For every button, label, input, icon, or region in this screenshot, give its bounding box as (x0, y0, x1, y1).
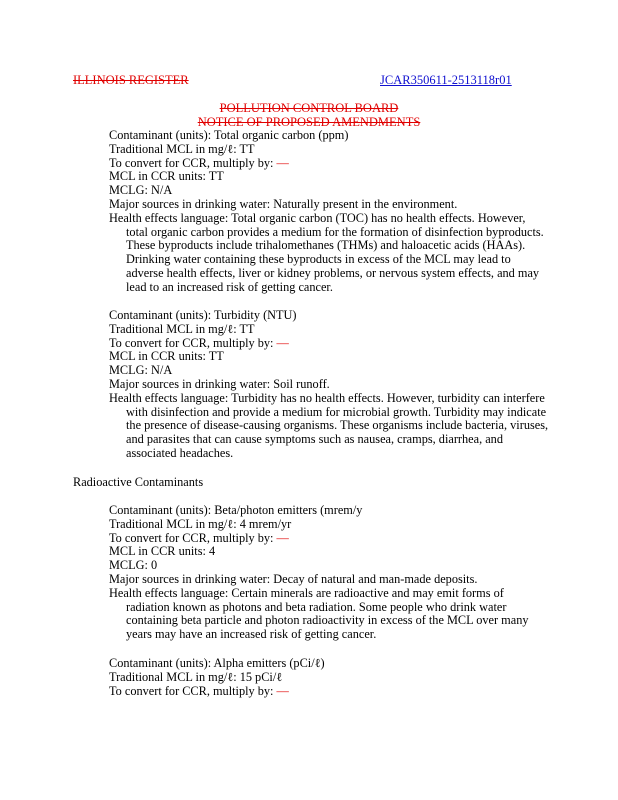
turbidity-traditional-mcl: Traditional MCL in mg/ℓ: TT (109, 321, 255, 336)
alpha-contaminant: Contaminant (units): Alpha emitters (pCi/ℓ) (109, 656, 325, 670)
alpha-entry (109, 657, 599, 698)
beta-health-line: years may have an increased risk of getting cancer. (126, 627, 377, 642)
toc-health-line: Drinking water containing these byproducts in excess of the MCL may lead to (126, 252, 511, 267)
toc-entry (109, 129, 599, 295)
notice-title: NOTICE OF PROPOSED AMENDMENTS (197, 115, 421, 129)
toc-contaminant: Contaminant (units): Total organic carbon (ppm) (109, 128, 349, 142)
beta-sources: Major sources in drinking water: Decay of natural and man-made deposits. (109, 571, 478, 586)
beta-health-effects: Health effects language: Certain minerals are radioactive and may emit forms of (109, 585, 504, 600)
beta-photon-entry (109, 504, 599, 642)
turbidity-health-line: with disinfection and provide a medium for microbial growth. Turbidity may indicate (126, 404, 547, 419)
register-header: ILLINOIS REGISTER (73, 73, 189, 87)
turbidity-health-line: the presence of disease-causing organisms. These organisms include bacteria, viruses, (126, 418, 549, 433)
turbidity-mcl-ccr: MCL in CCR units: TT (109, 349, 224, 364)
toc-health-line: adverse health effects, liver or kidney problems, or nervous system effects, and may (126, 265, 540, 280)
document-id[interactable]: JCAR350611-2513118r01 (380, 73, 512, 87)
turbidity-contaminant: Contaminant (units): Turbidity (NTU) (109, 308, 297, 322)
toc-health-line: lead to an increased risk of getting cancer. (126, 279, 333, 294)
beta-convert (109, 532, 599, 546)
beta-convert-label: To convert for CCR, multiply by: (109, 530, 274, 545)
toc-convert-label: To convert for CCR, multiply by: (109, 155, 274, 170)
section-heading-radioactive: Radioactive Contaminants (73, 475, 204, 489)
toc-convert-dash: — (276, 155, 289, 170)
beta-mclg: MCLG: 0 (109, 558, 158, 573)
turbidity-health-line: and parasites that can cause symptoms such as nausea, cramps, diarrhea, and (126, 432, 503, 447)
toc-health-line: These byproducts include trihalomethanes (THMs) and haloacetic acids (HAAs). (126, 238, 526, 253)
toc-convert (109, 157, 599, 171)
toc-health-effects: Health effects language: Total organic carbon (TOC) has no health effects. However, (109, 210, 526, 225)
beta-traditional-mcl: Traditional MCL in mg/ℓ: 4 mrem/yr (109, 516, 292, 531)
turbidity-entry (109, 309, 599, 461)
alpha-convert-dash: — (276, 683, 289, 698)
turbidity-convert-label: To convert for CCR, multiply by: (109, 335, 274, 350)
board-title: POLLUTION CONTROL BOARD (219, 101, 399, 115)
toc-mclg: MCLG: N/A (109, 183, 173, 198)
toc-sources: Major sources in drinking water: Naturally present in the environment. (109, 196, 458, 211)
alpha-traditional-mcl: Traditional MCL in mg/ℓ: 15 pCi/ℓ (109, 669, 283, 684)
toc-health-line: total organic carbon provides a medium for the formation of disinfection byproducts. (126, 224, 544, 239)
turbidity-mclg: MCLG: N/A (109, 363, 173, 378)
beta-mcl-ccr: MCL in CCR units: 4 (109, 544, 216, 559)
turbidity-convert (109, 337, 599, 351)
turbidity-health-effects: Health effects language: Turbidity has no health effects. However, turbidity can interfere (109, 390, 545, 405)
beta-contaminant: Contaminant (units): Beta/photon emitters (mrem/y (109, 503, 363, 517)
beta-convert-dash: — (276, 530, 289, 545)
turbidity-sources: Major sources in drinking water: Soil runoff. (109, 376, 330, 391)
beta-health-line: containing beta particle and photon radioactivity in excess of the MCL over many (126, 613, 529, 628)
turbidity-convert-dash: — (276, 335, 289, 350)
alpha-convert (109, 685, 599, 699)
toc-mcl-ccr: MCL in CCR units: TT (109, 169, 224, 184)
alpha-convert-label: To convert for CCR, multiply by: (109, 683, 274, 698)
beta-health-line: radiation known as photons and beta radiation. Some people who drink water (126, 599, 507, 614)
turbidity-health-line: associated headaches. (126, 445, 234, 460)
toc-traditional-mcl: Traditional MCL in mg/ℓ: TT (109, 141, 255, 156)
